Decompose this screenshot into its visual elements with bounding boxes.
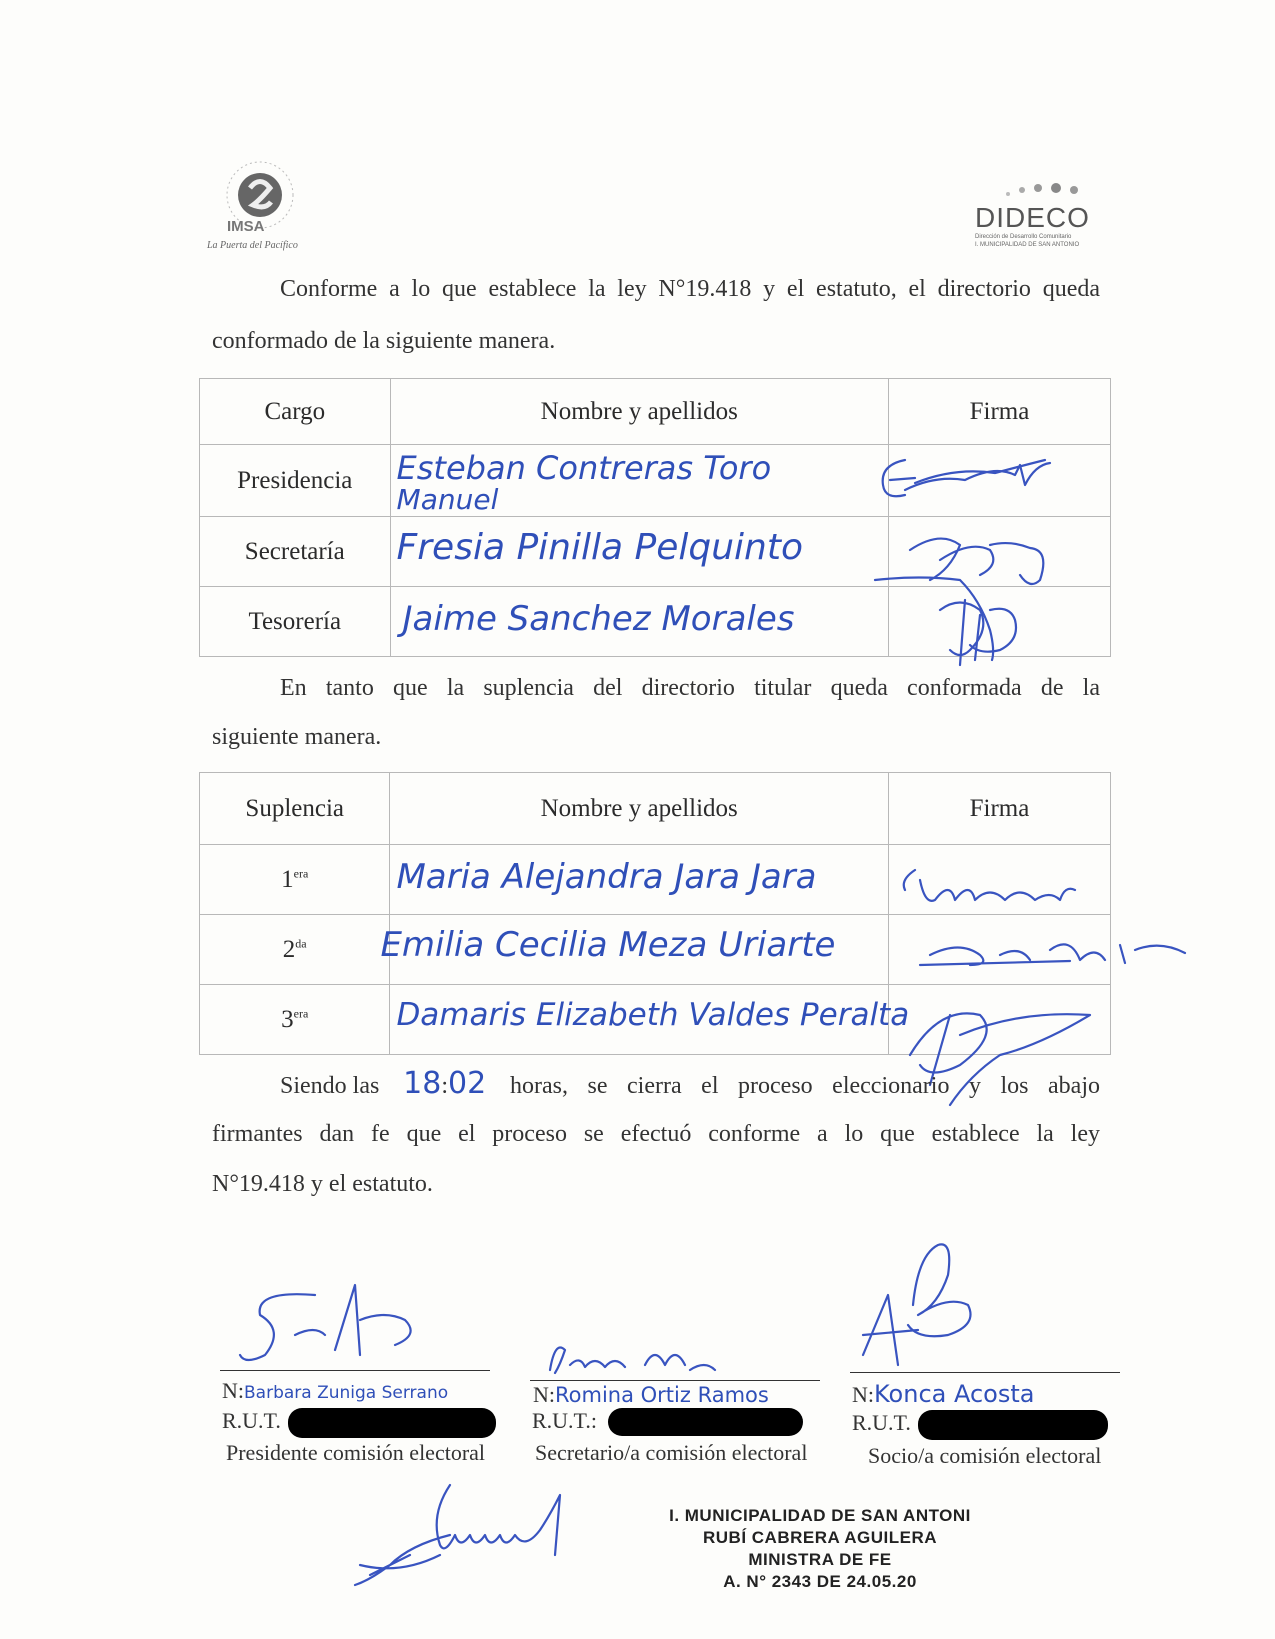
signer-1-role: Presidente comisión electoral [226,1440,486,1465]
closing-line-2: firmantes dan fe que el proceso se efectuó conforme a lo que establece la ley [212,1121,1100,1147]
signature-presidencia [875,445,1105,515]
stamp-line-2: RUBÍ CABRERA AGUILERA [702,1528,937,1548]
handwritten-name: Emilia Cecilia Meza Uriarte [380,925,836,965]
cargo-cell: Presidencia [200,445,391,517]
stamp-line-3: MINISTRA DE FE [748,1550,892,1570]
name-cell [390,985,910,1055]
stamp-line-1: I. MUNICIPALIDAD DE SAN ANTONI [669,1506,971,1525]
signature-line [530,1380,820,1381]
signature-secretario-comision [545,1335,725,1380]
name-cell [390,845,889,915]
header-nombre: Nombre y apellidos [390,773,889,845]
redaction-bar [288,1408,496,1438]
cargo-cell: Tesorería [200,587,391,657]
middle-line-1: En tanto que la suplencia del directorio titular queda conformada de la [280,675,1100,701]
header-nombre: Nombre y apellidos [390,379,888,445]
intro-line-2: conformado de la siguiente manera. [212,328,556,354]
intro-line-1: Conforme a lo que establece la ley N°19.418 y el estatuto, el directorio queda [280,276,1100,302]
signature-line [220,1370,490,1371]
signature-ministra-de-fe [350,1475,610,1605]
signature-socio-comision [858,1235,1008,1375]
handwritten-name-2: Manuel [396,483,499,516]
suplencia-suffix: da [295,936,307,951]
redaction-bar [608,1408,803,1436]
suplencia-cell [200,915,390,985]
suplencia-cell [200,845,390,915]
signature-presidente-comision [235,1275,435,1375]
ministra-de-fe-stamp [640,1505,1000,1593]
imsa-tagline: La Puerta del Pacífico [207,240,298,251]
signer-3-n-label: N: [852,1382,874,1407]
signer-3-name-row [852,1380,1034,1408]
imsa-name: IMSA [227,218,265,235]
suplencia-cell [200,985,390,1055]
handwritten-name: Maria Alejandra Jara Jara [396,857,817,897]
name-cell [380,915,889,985]
signer-3-role: Socio/a comisión electoral [868,1443,1102,1468]
header-firma: Firma [888,773,1110,845]
signer-2-rut: R.U.T.: [532,1408,597,1433]
dideco-logo-icon [1000,180,1110,202]
redaction-bar [918,1410,1108,1440]
suplencia-number: 3 [281,1005,294,1033]
signer-3-name: Konca Acosta [874,1380,1035,1408]
suplencia-number: 1 [281,865,294,893]
handwritten-name: Damaris Elizabeth Valdes Peralta [396,997,910,1033]
stamp-line-4: A. N° 2343 DE 24.05.20 [723,1572,917,1592]
signer-1-name-row [222,1378,448,1404]
signer-2-name: Romina Ortiz Ramos [555,1383,769,1407]
closing-line-1 [280,1066,1100,1102]
name-cell [390,445,888,517]
middle-line-2: siguiente manera. [212,724,382,750]
closing-time-sep: : [441,1073,448,1099]
signer-1-n-label: N: [222,1378,244,1403]
closing-minute: 02 [448,1066,487,1101]
dideco-logo [975,180,1095,260]
signer-2-name-row [533,1382,769,1408]
signer-1-name: Barbara Zuniga Serrano [244,1383,449,1403]
handwritten-name: Fresia Pinilla Pelquinto [396,527,803,568]
signature-suplente-1 [895,860,1095,920]
table-header-row [200,773,1111,845]
signature-suplente-2 [920,925,1190,975]
signer-2-n-label: N: [533,1382,555,1407]
signature-line [850,1372,1120,1373]
dideco-line1: Dirección de Desarrollo Comunitario [975,234,1072,240]
closing-time [403,1066,486,1102]
name-cell [390,517,888,587]
header-suplencia: Suplencia [200,773,390,845]
closing-line-3: N°19.418 y el estatuto. [212,1171,433,1197]
imsa-logo [205,160,325,260]
closing-prefix: Siendo las [280,1073,380,1099]
closing-hour: 18 [403,1066,442,1101]
header-firma: Firma [888,379,1110,445]
closing-rest: horas, se cierra el proceso eleccionario y los abajo [510,1073,1100,1099]
cargo-cell: Secretaría [200,517,391,587]
signer-1-rut: R.U.T. [222,1408,281,1433]
signature-tesoreria [920,590,1040,670]
suplencia-suffix: era [293,1006,309,1021]
name-cell [390,587,888,657]
table-header-row [200,379,1111,445]
dideco-name: DIDECO [975,202,1090,233]
suplencia-number: 2 [282,935,296,963]
dideco-line2: I. MUNICIPALIDAD DE SAN ANTONIO [975,242,1080,248]
handwritten-name: Esteban Contreras Toro [396,449,772,487]
handwritten-name: Jaime Sanchez Morales [402,599,795,639]
signer-3-rut: R.U.T. [852,1410,911,1435]
header-cargo: Cargo [200,379,391,445]
suplencia-suffix: era [293,866,309,881]
signer-2-role: Secretario/a comisión electoral [535,1440,808,1465]
